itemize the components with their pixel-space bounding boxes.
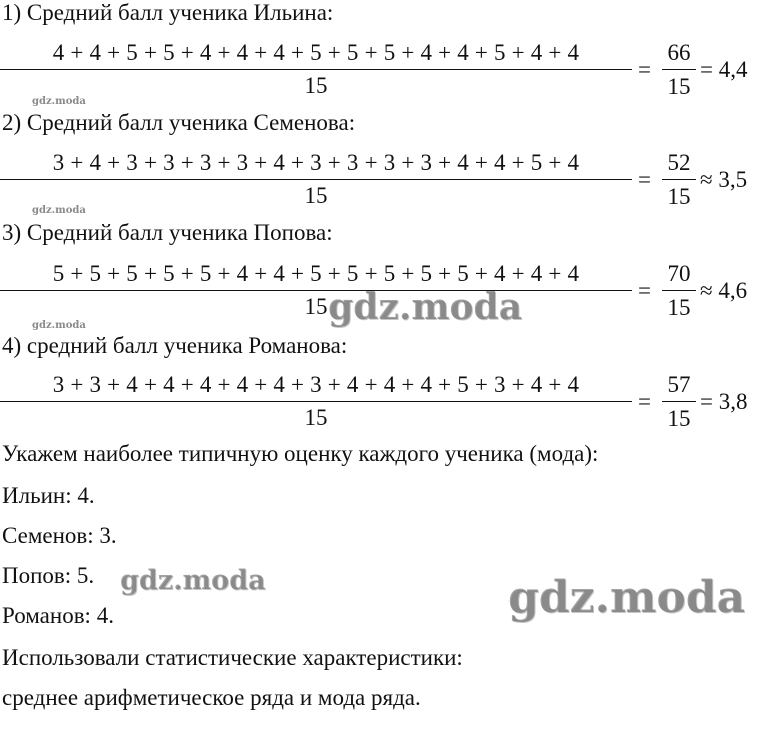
watermark-big-2: gdz.moda: [120, 565, 266, 596]
sum-fraction-4: [662, 372, 696, 432]
heading-1: 1) Средний балл ученика Ильина:: [2, 0, 334, 25]
heading-4: 4) средний балл ученика Романова:: [2, 333, 348, 358]
sum-2: 52: [667, 150, 691, 175]
sum-1: 66: [667, 40, 691, 65]
sum-fraction-2: [662, 150, 696, 210]
result-3: ≈ 4,6: [700, 278, 748, 303]
sum-3: 70: [667, 261, 691, 286]
denominator-4: 15: [304, 405, 328, 430]
watermark-small-3: gdz.moda: [32, 320, 86, 331]
sum-den-1: 15: [667, 74, 691, 99]
equals-2: =: [638, 167, 651, 192]
watermark-small-1: gdz.moda: [32, 96, 86, 107]
watermark-big-1: gdz.moda: [328, 286, 522, 328]
fraction-bar-3: [0, 290, 632, 291]
sum-den-4: 15: [667, 406, 691, 431]
sum-den-3: 15: [667, 295, 691, 320]
sum-den-2: 15: [667, 184, 691, 209]
result-4: = 3,8: [700, 389, 748, 414]
equals-3: =: [638, 278, 651, 303]
sum-4: 57: [667, 372, 691, 397]
result-2: ≈ 3,5: [700, 167, 748, 192]
watermark-big-3: gdz.moda: [508, 572, 746, 623]
numerator-3: 5 + 5 + 5 + 5 + 5 + 4 + 4 + 5 + 5 + 5 + 5 + 5 + 4 + 4 + 4: [52, 261, 580, 286]
fraction-bar-4: [0, 401, 632, 402]
mode-romanov: Романов: 4.: [2, 603, 114, 628]
result-1: = 4,4: [700, 57, 748, 82]
equals-1: =: [638, 57, 651, 82]
mode-ilyin: Ильин: 4.: [2, 483, 95, 508]
fraction-row-4: [0, 372, 760, 448]
sum-fraction-3: [662, 261, 696, 321]
fraction-bar-1: [0, 69, 632, 70]
fraction-bar-2: [0, 179, 632, 180]
fraction-row-1: [0, 40, 760, 116]
equals-4: =: [638, 389, 651, 414]
numerator-2: 3 + 4 + 3 + 3 + 3 + 3 + 4 + 3 + 3 + 3 + 3 + 4 + 4 + 5 + 4: [52, 150, 580, 175]
numerator-1: 4 + 4 + 5 + 5 + 4 + 4 + 4 + 5 + 5 + 5 + 4 + 4 + 5 + 4 + 4: [52, 40, 580, 65]
denominator-2: 15: [304, 183, 328, 208]
numerator-4: 3 + 3 + 4 + 4 + 4 + 4 + 4 + 3 + 4 + 4 + 4 + 5 + 3 + 4 + 4: [52, 372, 580, 397]
mode-intro: Укажем наиболее типичную оценку каждого ученика (мода):: [2, 441, 599, 466]
sum-fraction-1: [662, 40, 696, 100]
denominator-1: 15: [304, 73, 328, 98]
heading-3: 3) Средний балл ученика Попова:: [2, 220, 333, 245]
denominator-3: 15: [304, 294, 328, 319]
watermark-small-2: gdz.moda: [32, 205, 86, 216]
fraction-row-2: [0, 150, 760, 226]
mode-popov: Попов: 5.: [2, 563, 95, 588]
conclusion-line-2: среднее арифметическое ряда и мода ряда.: [2, 685, 421, 710]
conclusion-line-1: Использовали статистические характеристики:: [2, 645, 463, 670]
heading-2: 2) Средний балл ученика Семенова:: [2, 110, 356, 135]
mode-semenov: Семенов: 3.: [2, 523, 117, 548]
